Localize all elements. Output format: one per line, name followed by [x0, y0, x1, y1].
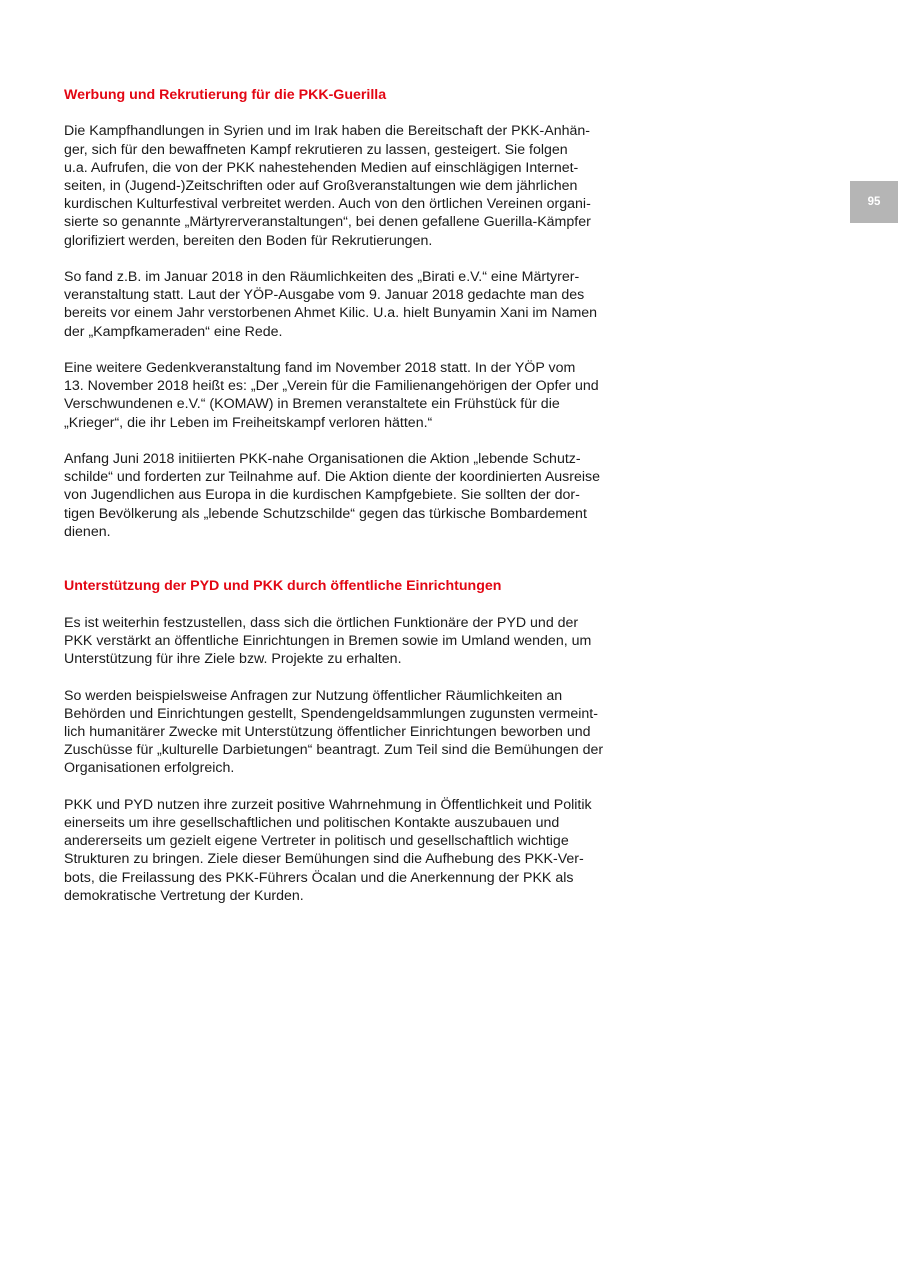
section-heading: Werbung und Rekrutierung für die PKK-Guerilla [64, 87, 387, 103]
paragraph-spacer [64, 432, 624, 450]
document-section [64, 86, 624, 541]
paragraph-spacer [64, 668, 624, 686]
text-line: So werden beispielsweise Anfragen zur Nutzung öffentlicher Räumlichkeiten an [64, 687, 563, 704]
text-line: Zuschüsse für „kulturelle Darbietungen“ beantragt. Zum Teil sind die Bemühungen der [64, 742, 604, 759]
text-line: der „Kampfkameraden“ eine Rede. [64, 323, 283, 340]
paragraph-spacer [64, 250, 624, 268]
document-body [64, 86, 624, 905]
text-line: 13. November 2018 heißt es: „Der „Verein für die Familienangehörigen der Opfer und [64, 378, 599, 395]
text-line: bots, die Freilassung des PKK-Führers Öcalan und die Anerkennung der PKK als [64, 869, 574, 886]
body-paragraph [64, 796, 624, 905]
text-line: dienen. [64, 523, 111, 540]
body-paragraph [64, 614, 624, 669]
body-paragraph [64, 268, 624, 341]
text-line: PKK und PYD nutzen ihre zurzeit positive Wahrnehmung in Öffentlichkeit und Politik [64, 796, 592, 813]
text-line: veranstaltung statt. Laut der YÖP-Ausgabe vom 9. Januar 2018 gedachte man des [64, 287, 585, 304]
text-line: Organisationen erfolgreich. [64, 760, 235, 777]
text-line: Anfang Juni 2018 initiierten PKK-nahe Organisationen die Aktion „lebende Schutz- [64, 451, 581, 467]
text-line: Die Kampfhandlungen in Syrien und im Irak haben die Bereitschaft der PKK-Anhän- [64, 123, 591, 140]
text-line: PKK verstärkt an öffentliche Einrichtungen in Bremen sowie im Umland wenden, um [64, 633, 592, 649]
text-line: Verschwundenen e.V.“ (KOMAW) in Bremen veranstaltete ein Frühstück für die [64, 396, 560, 413]
text-line: „Krieger“, die ihr Leben im Freiheitskampf verloren hätten.“ [64, 414, 433, 431]
body-paragraph [64, 687, 624, 778]
text-line: kurdischen Kulturfestival verbreitet werden. Auch von den örtlichen Vereinen organi- [64, 196, 591, 213]
body-paragraph [64, 122, 624, 249]
section-spacer [64, 541, 624, 577]
paragraph-spacer [64, 341, 624, 359]
text-line: bereits vor einem Jahr verstorbenen Ahmet Kilic. U.a. hielt Bunyamin Xani im Namen [64, 305, 598, 322]
text-line: demokratische Vertretung der Kurden. [64, 887, 304, 904]
text-line: Behörden und Einrichtungen gestellt, Spendengeldsammlungen zugunsten vermeint- [64, 705, 598, 722]
text-line: seiten, in (Jugend-)Zeitschriften oder auf Großveranstaltungen wie dem jährlichen [64, 178, 578, 194]
text-line: glorifiziert werden, bereiten den Boden für Rekrutierungen. [64, 232, 433, 249]
text-line: andererseits um gezielt eigene Vertreter in politisch und gesellschaftlich wichtige [64, 833, 569, 850]
text-line: ger, sich für den bewaffneten Kampf rekrutieren zu lassen, gesteigert. Sie folgen [64, 141, 568, 158]
text-line: lich humanitärer Zwecke mit Unterstützung öffentlicher Einrichtungen beworben und [64, 724, 591, 740]
text-line: So fand z.B. im Januar 2018 in den Räumlichkeiten des „Birati e.V.“ eine Märtyrer- [64, 269, 580, 285]
paragraph-spacer [64, 778, 624, 796]
page-number: 95 [867, 196, 881, 208]
body-paragraph [64, 359, 624, 432]
text-line: u.a. Aufrufen, die von der PKK nahestehenden Medien auf einschlägigen Internet- [64, 159, 579, 176]
section-heading: Unterstützung der PYD und PKK durch öffentliche Einrichtungen [64, 578, 502, 595]
text-line: von Jugendlichen aus Europa in die kurdischen Kampfgebiete. Sie sollten der dor- [64, 487, 580, 504]
body-paragraph [64, 450, 624, 541]
text-line: Strukturen zu bringen. Ziele dieser Bemühungen sind die Aufhebung des PKK-Ver- [64, 851, 584, 868]
text-line: Es ist weiterhin festzustellen, dass sich die örtlichen Funktionäre der PYD und der [64, 614, 579, 631]
heading-spacer [64, 596, 624, 614]
document-section [64, 577, 624, 905]
text-line: Eine weitere Gedenkveranstaltung fand im November 2018 statt. In der YÖP vom [64, 360, 576, 376]
text-line: Unterstützung für ihre Ziele bzw. Projekte zu erhalten. [64, 651, 402, 668]
text-line: schilde“ und forderten zur Teilnahme auf. Die Aktion diente der koordinierten Ausreise [64, 469, 601, 486]
text-line: einerseits um ihre gesellschaftlichen und politischen Kontakte auszubauen und [64, 815, 560, 831]
text-line: tigen Bevölkerung als „lebende Schutzschilde“ gegen das türkische Bombardement [64, 505, 587, 522]
heading-spacer [64, 104, 624, 122]
page-number-tab [850, 181, 898, 223]
text-line: sierte so genannte „Märtyrerveranstaltungen“, bei denen gefallene Guerilla-Kämpfer [64, 214, 591, 231]
